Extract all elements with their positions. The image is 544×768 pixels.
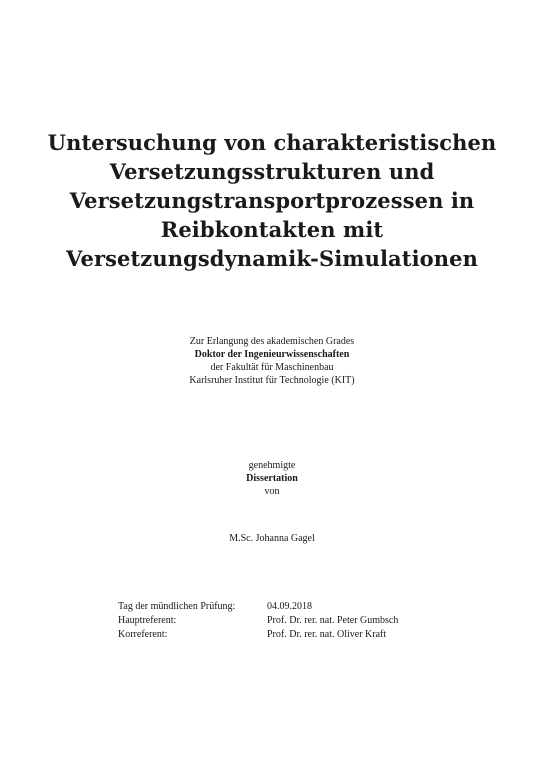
exam-value: Prof. Dr. rer. nat. Peter Gumbsch xyxy=(267,615,399,626)
exam-details xyxy=(118,600,398,642)
title-line: Versetzungsdynamik-Simulationen xyxy=(66,246,478,271)
exam-row xyxy=(118,628,398,642)
approved-label: genehmigte xyxy=(248,460,296,471)
exam-value: Prof. Dr. rer. nat. Oliver Kraft xyxy=(267,629,387,640)
institution: Karlsruher Institut für Technologie (KIT) xyxy=(189,375,355,386)
by-label: von xyxy=(264,486,280,497)
degree-statement xyxy=(60,335,484,387)
faculty: der Fakultät für Maschinenbau xyxy=(210,362,334,373)
exam-row xyxy=(118,600,398,614)
title-line: Untersuchung von charakteristischen xyxy=(47,130,497,155)
exam-row xyxy=(118,614,398,628)
exam-label: Hauptreferent: xyxy=(118,615,177,626)
exam-label: Korreferent: xyxy=(118,629,168,640)
degree-intro: Zur Erlangung des akademischen Grades xyxy=(189,336,355,347)
dissertation-statement xyxy=(60,459,484,498)
exam-label: Tag der mündlichen Prüfung: xyxy=(118,601,236,612)
title-line: Versetzungsstrukturen und xyxy=(109,159,435,184)
exam-value: 04.09.2018 xyxy=(267,601,312,612)
author-name: M.Sc. Johanna Gagel xyxy=(229,533,315,544)
dissertation-label: Dissertation xyxy=(246,473,298,484)
dissertation-title xyxy=(40,128,504,273)
title-line: Reibkontakten mit xyxy=(160,217,384,242)
title-line: Versetzungstransportprozessen in xyxy=(69,188,475,213)
degree-name: Doktor der Ingenieurwissenschaften xyxy=(194,349,350,360)
